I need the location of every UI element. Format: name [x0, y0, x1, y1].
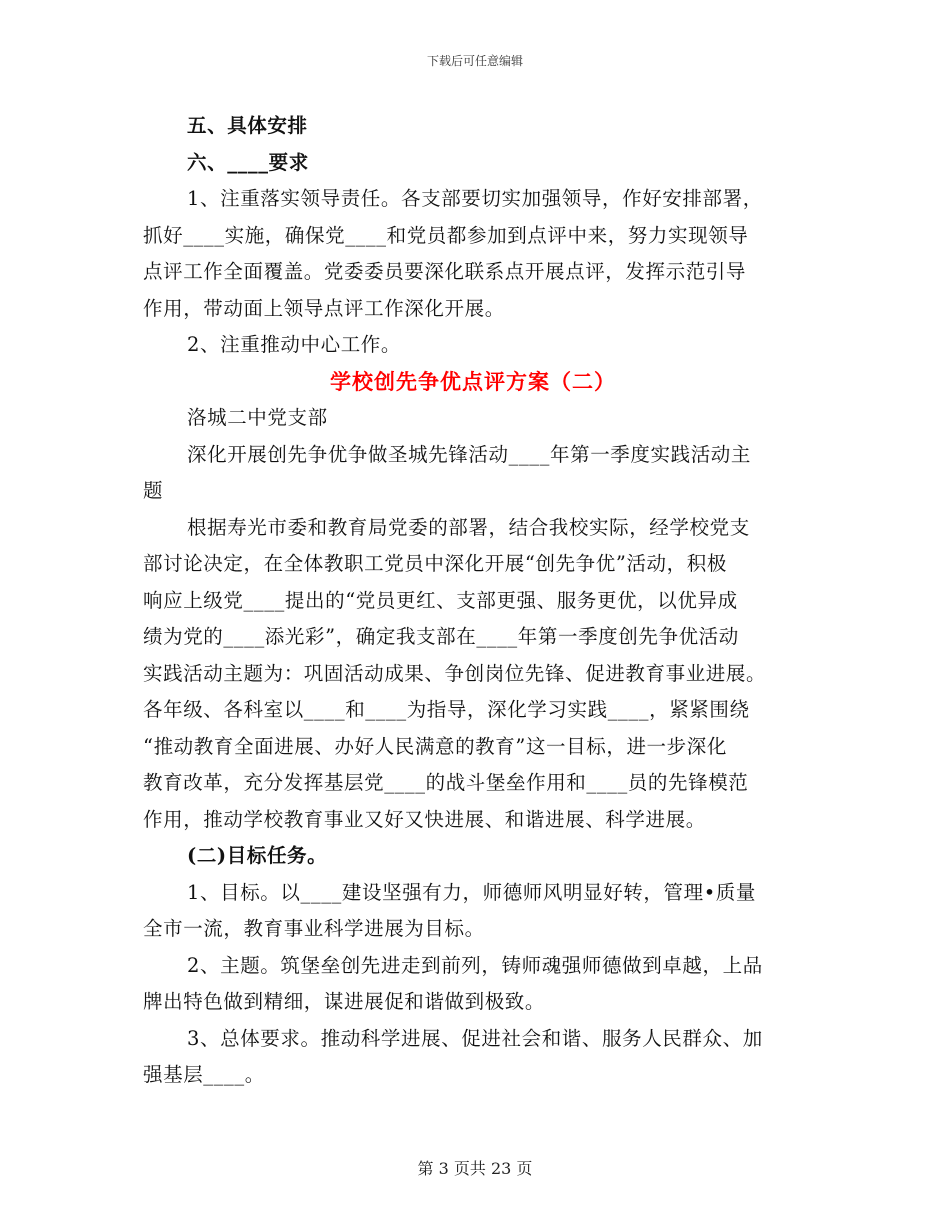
paragraph-line: 响应上级党____提出的“党员更红、支部更强、服务更优，以优异成 [143, 588, 738, 612]
paragraph-line: 全市一流，教育事业科学进展为目标。 [143, 917, 485, 940]
paragraph-line: 教育改革，充分发挥基层党____的战斗堡垒作用和____员的先锋模范 [143, 771, 749, 794]
paragraph-line: 点评工作全面覆盖。党委委员要深化联系点开展点评，发挥示范引导 [143, 260, 747, 283]
paragraph-line: 作用，带动面上领导点评工作深化开展。 [143, 296, 505, 320]
paragraph-line: 2、注重推动中心工作。 [187, 333, 402, 356]
paragraph-line: 牌出特色做到精细，谋进展促和谐做到极致。 [143, 990, 546, 1013]
paragraph-line: 1、目标。以____建设坚强有力，师德师风明显好转，管理•质量 [187, 880, 757, 904]
paragraph-line: 1、注重落实领导责任。各支部要切实加强领导，作好安排部署， [187, 187, 763, 210]
document-title: 学校创先争优点评方案（二） [330, 368, 616, 394]
paragraph-line: 各年级、各科室以____和____为指导，深化学习实践____，紧紧围绕 [143, 698, 750, 721]
page-header: 下载后可任意编辑 [426, 54, 523, 68]
paragraph-line: 实践活动主题为：巩固活动成果、争创岗位先锋、促进教育事业进展。 [143, 661, 767, 685]
paragraph-line: 部讨论决定，在全体教职工党员中深化开展“创先争优”活动，积极 [143, 552, 727, 575]
paragraph-line: 强基层____。 [143, 1063, 265, 1086]
paragraph-line: 根据寿光市委和教育局党委的部署，结合我校实际，经学校党支 [187, 515, 750, 539]
theme-line: 深化开展创先争优争做圣城先锋活动____年第一季度实践活动主 [187, 442, 752, 466]
theme-line: 题 [143, 479, 164, 502]
page-footer: 第 3 页共 23 页 [417, 1159, 533, 1178]
paragraph-line: “推动教育全面进展、办好人民满意的教育”这一目标，进一步深化 [143, 734, 727, 758]
organization-name: 洛城二中党支部 [187, 406, 328, 429]
paragraph-line: 作用，推动学校教育事业又好又快进展、和谐进展、科学进展。 [143, 807, 706, 831]
paragraph-line: 3、总体要求。推动科学进展、促进社会和谐、服务人民群众、加 [187, 1026, 763, 1050]
paragraph-line: 抓好____实施，确保党____和党员都参加到点评中来，努力实现领导 [143, 223, 749, 247]
section-heading-goals: (二)目标任务。 [187, 844, 328, 867]
section-heading-requirements: 六、____要求 [187, 150, 309, 174]
section-heading-arrangements: 五、具体安排 [187, 114, 308, 137]
document-body [143, 108, 803, 1094]
paragraph-line: 绩为党的____添光彩”，确定我支部在____年第一季度创先争优活动 [143, 625, 739, 648]
paragraph-line: 2、主题。筑堡垒创先进走到前列，铸师魂强师德做到卓越，上品 [187, 953, 763, 977]
